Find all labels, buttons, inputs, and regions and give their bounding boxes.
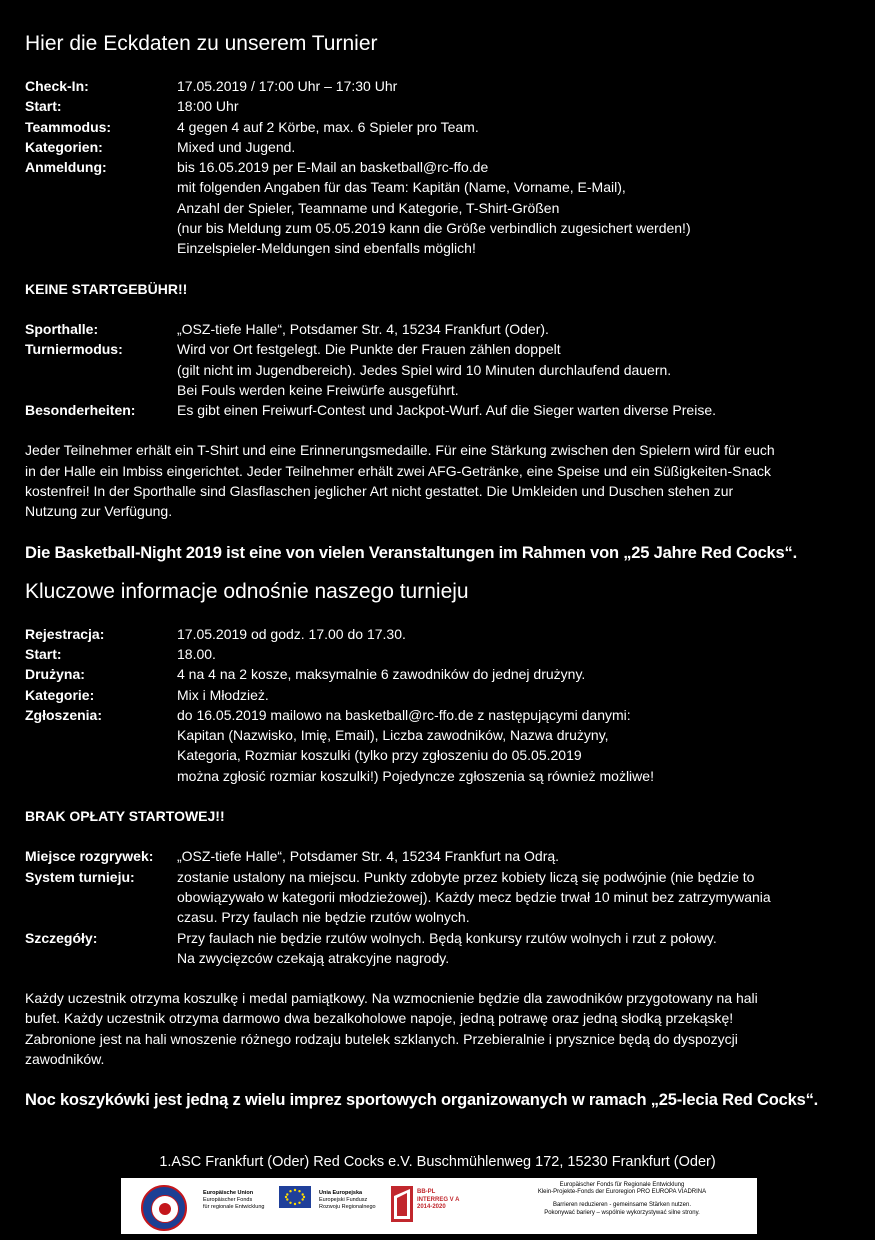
- venue-pl-label: Szczegóły:: [25, 929, 98, 946]
- venue-de-value-line: „OSZ-tiefe Halle“, Potsdamer Str. 4, 15234 Frankfurt (Oder).: [177, 320, 549, 337]
- paragraph-de-line: in der Halle ein Imbiss eingerichtet. Jeder Teilnehmer erhält zwei AFG-Getränke, eine Speise und ein Süßigkeiten-Snack: [25, 462, 772, 479]
- detail-de-value-line: Einzelspieler-Meldungen sind ebenfalls möglich!: [177, 240, 476, 257]
- venue-pl-value-line: Na zwycięzców czekają atrakcyjne nagrody.: [177, 949, 450, 966]
- details-pl: [25, 624, 855, 786]
- paragraph-de-line: kostenfrei! In der Sporthalle sind Glasflaschen jeglicher Art nicht gestattet. Die Umkleiden und Duschen stehen zur: [25, 483, 734, 500]
- detail-pl-row: [25, 685, 855, 705]
- venue-de-label: Turniermodus:: [25, 341, 123, 358]
- detail-de-value: [177, 76, 855, 96]
- detail-de-row: [25, 76, 855, 96]
- paragraph-de-line: Nutzung zur Verfügung.: [25, 503, 173, 520]
- detail-de-label: Anmeldung:: [25, 159, 107, 176]
- content: [25, 30, 855, 1111]
- detail-pl-row: [25, 705, 855, 786]
- venue-details-de: [25, 319, 855, 420]
- detail-de-label: Start:: [25, 98, 62, 115]
- detail-de-value-line: 17.05.2019 / 17:00 Uhr – 17:30 Uhr: [177, 78, 398, 94]
- detail-de-row: [25, 137, 855, 157]
- detail-pl-value-line: Mix i Młodzież.: [177, 686, 269, 703]
- paragraph-pl-line: Każdy uczestnik otrzyma koszulkę i medal pamiątkowy. Na wzmocnienie będzie dla zawodników przygotowany na hali: [25, 990, 758, 1007]
- fee-note-pl: BRAK OPŁATY STARTOWEJ!!: [25, 808, 225, 825]
- heading-de: Hier die Eckdaten zu unserem Turnier: [25, 32, 378, 55]
- eu-text-de: Europäische Union Europäischer Fonds für regionale Entwicklung: [203, 1190, 265, 1210]
- venue-de-value: [177, 319, 855, 339]
- venue-pl-label: Miejsce rozgrywek:: [25, 848, 154, 865]
- detail-de-label: Check-In:: [25, 78, 89, 94]
- venue-de-value-line: Es gibt einen Freiwurf-Contest und Jackpot-Wurf. Auf die Sieger warten diverse Preise.: [177, 402, 716, 419]
- club-address: 1.ASC Frankfurt (Oder) Red Cocks e.V. Buschmühlenweg 172, 15230 Frankfurt (Oder): [159, 1154, 716, 1170]
- detail-de-value-line: Mixed und Jugend.: [177, 138, 296, 155]
- detail-pl-value: [177, 664, 855, 684]
- detail-pl-label: Rejestracja:: [25, 625, 105, 642]
- interreg-logo-icon: [391, 1186, 413, 1222]
- venue-de-value-line: (gilt nicht im Jugendbereich). Jedes Spiel wird 10 Minuten durchlaufend dauern.: [177, 361, 672, 378]
- detail-pl-value: [177, 705, 855, 786]
- detail-pl-value: [177, 685, 855, 705]
- club-logo: [141, 1185, 187, 1231]
- heading-pl: Kluczowe informacje odnośnie naszego turnieju: [25, 579, 469, 603]
- detail-pl-label: Kategorie:: [25, 686, 95, 703]
- venue-de-label: Besonderheiten:: [25, 402, 136, 419]
- detail-de-row: [25, 96, 855, 116]
- detail-de-value: [177, 96, 855, 116]
- venue-de-value: [177, 339, 855, 400]
- paragraph-pl-line: zawodników.: [25, 1050, 105, 1067]
- paragraph-de-line: Jeder Teilnehmer erhält ein T-Shirt und eine Erinnerungsmedaille. Für eine Stärkung zwischen den Spielern wird für euch: [25, 442, 775, 459]
- interreg-text: BB-PL INTERREG V A 2014-2020: [417, 1189, 460, 1210]
- venue-pl-value: [177, 928, 855, 969]
- detail-pl-value-line: 17.05.2019 od godz. 17.00 do 17.30.: [177, 625, 406, 642]
- paragraph-pl-line: bufet. Każdy uczestnik otrzyma darmowo dwa bezalkoholowe napoje, jedną potrawę oraz jedną słodką przekąskę!: [25, 1010, 734, 1027]
- venue-de-value: [177, 400, 855, 420]
- venue-pl-row: [25, 928, 855, 969]
- detail-de-value-line: 4 gegen 4 auf 2 Körbe, max. 6 Spieler pro Team.: [177, 118, 479, 135]
- detail-de-value-line: (nur bis Meldung zum 05.05.2019 kann die Größe verbindlich zugesichert werden!): [177, 220, 691, 237]
- detail-pl-label: Start:: [25, 645, 62, 662]
- venue-pl-value-line: czasu. Przy faulach nie będzie rzutów wolnych.: [177, 909, 470, 926]
- venue-de-label: Sporthalle:: [25, 320, 99, 337]
- detail-pl-label: Drużyna:: [25, 666, 85, 683]
- detail-de-value-line: Anzahl der Spieler, Teamname und Kategorie, T-Shirt-Größen: [177, 199, 560, 216]
- detail-pl-value-line: można zgłosić rozmiar koszulki!) Pojedyncze zgłoszenia są również możliwe!: [177, 767, 654, 784]
- venue-pl-row: [25, 867, 855, 928]
- venue-pl-row: [25, 846, 855, 866]
- detail-de-row: [25, 157, 855, 258]
- eu-text-pl: Unia Europejska Europejski Fundusz Rozwoju Regionalnego: [319, 1190, 376, 1210]
- detail-de-value: [177, 137, 855, 157]
- detail-de-value-line: mit folgenden Angaben für das Team: Kapitän (Name, Vorname, E-Mail),: [177, 179, 626, 196]
- venue-pl-value: [177, 846, 855, 866]
- detail-de-value: [177, 157, 855, 258]
- venue-de-value-line: Bei Fouls werden keine Freiwürfe ausgeführt.: [177, 381, 459, 398]
- venue-pl-value-line: Przy faulach nie będzie rzutów wolnych. Będą konkursy rzutów wolnych i rzut z połowy.: [177, 929, 717, 946]
- fee-note-de: KEINE STARTGEBÜHR!!: [25, 280, 188, 297]
- info-paragraph-de: [25, 440, 855, 521]
- venue-pl-value-line: zostanie ustalony na miejscu. Punkty zdobyte przez kobiety liczą się podwójnie (nie będzie to: [177, 868, 755, 885]
- details-de: [25, 76, 855, 259]
- detail-pl-value: [177, 624, 855, 644]
- detail-pl-value-line: Kapitan (Nazwisko, Imię, Email), Liczba zawodników, Nazwa drużyny,: [177, 727, 609, 744]
- detail-de-label: Teammodus:: [25, 118, 112, 135]
- detail-pl-label: Zgłoszenia:: [25, 706, 103, 723]
- venue-details-pl: [25, 846, 855, 968]
- detail-pl-row: [25, 664, 855, 684]
- detail-de-value: [177, 117, 855, 137]
- venue-de-row: [25, 400, 855, 420]
- detail-de-row: [25, 117, 855, 137]
- motto-pl: Noc koszykówki jest jedną z wielu imprez sportowych organizowanych w ramach „25-lecia Red Cocks“.: [25, 1091, 819, 1110]
- venue-pl-value-line: obowiązywało w kategorii młodzieżowej). Każdy mecz będzie trwał 10 minut bez zatrzymywania: [177, 888, 771, 905]
- motto-de: Die Basketball-Night 2019 ist eine von vielen Veranstaltungen im Rahmen von „25 Jahre Red Cocks“.: [25, 543, 797, 562]
- detail-de-label: Kategorien:: [25, 138, 103, 155]
- venue-pl-value-line: „OSZ-tiefe Halle“, Potsdamer Str. 4, 15234 Frankfurt na Odrą.: [177, 848, 560, 865]
- detail-de-value-line: 18:00 Uhr: [177, 98, 239, 115]
- detail-de-value-line: bis 16.05.2019 per E-Mail an basketball@rc-ffo.de: [177, 159, 489, 176]
- paragraph-pl-line: Zabronione jest na hali wnoszenie różnego rodzaju butelek szklanych. Przebieralnie i prysznice będą do dyspozycji: [25, 1030, 738, 1047]
- detail-pl-row: [25, 624, 855, 644]
- eu-flag-icon: [279, 1186, 311, 1208]
- info-paragraph-pl: [25, 988, 855, 1069]
- venue-de-row: [25, 339, 855, 400]
- detail-pl-value-line: 4 na 4 na 2 kosze, maksymalnie 6 zawodników do jednej drużyny.: [177, 666, 586, 683]
- detail-pl-value-line: 18.00.: [177, 645, 216, 662]
- venue-de-value-line: Wird vor Ort festgelegt. Die Punkte der Frauen zählen doppelt: [177, 341, 561, 358]
- venue-pl-label: System turnieju:: [25, 868, 135, 885]
- detail-pl-row: [25, 644, 855, 664]
- detail-pl-value-line: do 16.05.2019 mailowo na basketball@rc-ffo.de z następującymi danymi:: [177, 706, 631, 723]
- venue-pl-value: [177, 867, 855, 928]
- detail-pl-value-line: Kategoria, Rozmiar koszulki (tylko przy zgłoszeniu do 05.05.2019: [177, 747, 582, 764]
- venue-de-row: [25, 319, 855, 339]
- funding-logos-bar: [121, 1178, 757, 1234]
- funding-note: Europäischer Fonds für Regionale Entwicklung Klein-Projekte-Fonds der Euroregion PRO EUROPA VIADRINA Barrieren reduzieren - gemeinsame Stärken nutzen. Pokonywać bariery – wspólnie wykorzystywać silne strony.: [537, 1182, 707, 1216]
- detail-pl-value: [177, 644, 855, 664]
